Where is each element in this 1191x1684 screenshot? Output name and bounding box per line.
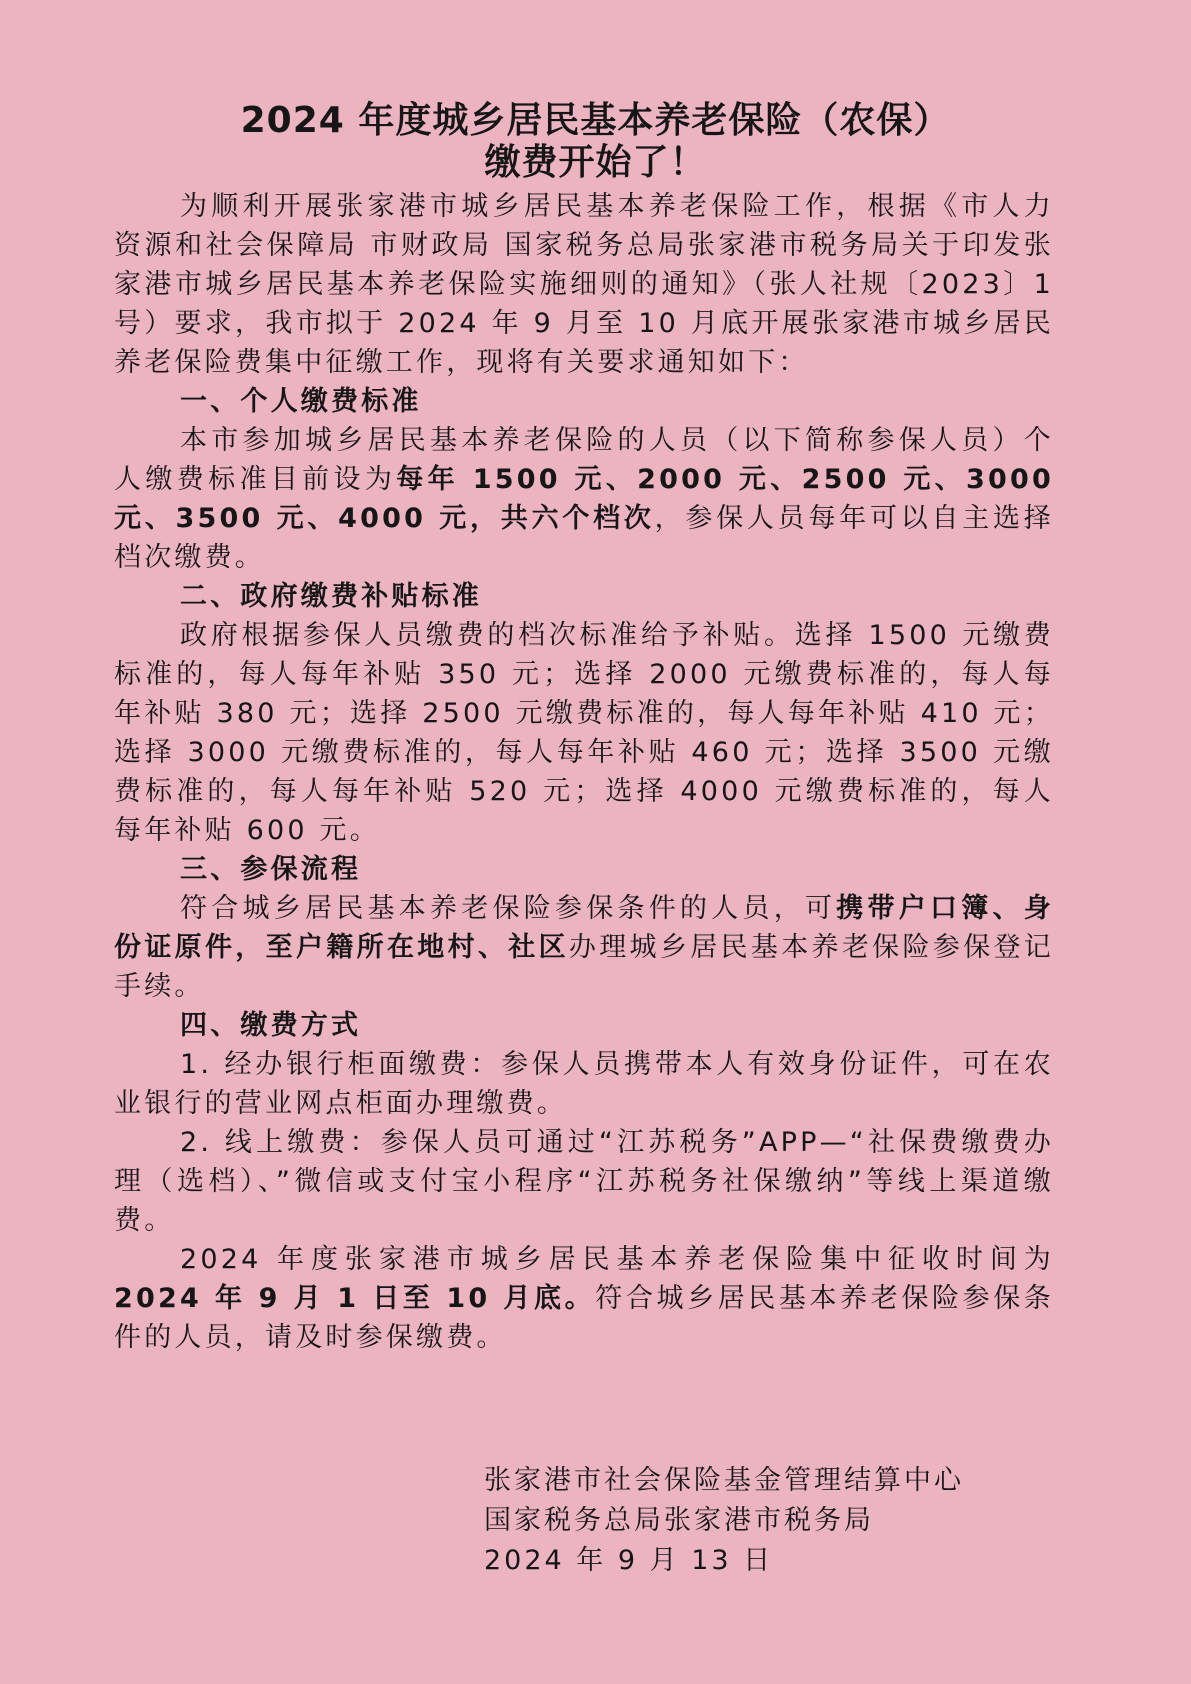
closing-text-bold: 2024 年 9 月 1 日至 10 月底。 <box>114 1283 596 1314</box>
section-3-text-a: 符合城乡居民基本养老保险参保条件的人员，可 <box>180 893 837 924</box>
section-heading-2: 二、政府缴费补贴标准 <box>180 581 482 612</box>
notice-title-line1: 2024 年度城乡居民基本养老保险（农保） <box>240 100 951 141</box>
notice-body <box>114 187 1054 1357</box>
signature-org-1: 张家港市社会保险基金管理结算中心 <box>484 1465 964 1496</box>
section-heading-4: 四、缴费方式 <box>180 1010 362 1041</box>
section-3-text-bold: 携带户口簿、身份证原件，至户籍所在地村、社区 <box>114 893 1054 963</box>
section-3-text-b: 办理城乡居民基本养老保险参保登记手续。 <box>114 932 1055 1002</box>
section-1-text-a: 本市参加城乡居民基本养老保险的人员（以下简称参保人员）个人缴费标准目前设为 <box>114 425 1054 495</box>
payment-method-item-2: 2. 线上缴费：参保人员可通过“江苏税务”APP—“社保费缴费办理（选档）、”微信或支付宝小程序“江苏税务社保缴纳”等线上渠道缴费。 <box>114 1127 1054 1236</box>
section-1-text-bold: 每年 1500 元、2000 元、2500 元、3000 元、3500 元、4000 元，共六个档次 <box>114 464 1054 534</box>
section-paragraph-3 <box>114 889 1054 1006</box>
section-paragraph-2: 政府根据参保人员缴费的档次标准给予补贴。选择 1500 元缴费标准的，每人每年补贴 350 元；选择 2000 元缴费标准的，每人每年补贴 380 元；选择 2500 元缴费标准的，每人每年补贴 410 元；选择 3000 元缴费标准的，每人每年补贴 460 元；选择 3500 元缴费标准的，每人每年补贴 520 元；选择 4000 元缴费标准的，每人每年补贴 600 元。 <box>114 620 1054 846</box>
section-1-text-b: ，参保人员每年可以自主选择档次缴费。 <box>114 503 1054 573</box>
closing-text-b: 符合城乡居民基本养老保险参保条件的人员，请及时参保缴费。 <box>114 1283 1054 1353</box>
signature-date: 2024 年 9 月 13 日 <box>484 1545 774 1576</box>
section-paragraph-1 <box>114 421 1054 577</box>
closing-paragraph <box>114 1240 1054 1357</box>
closing-text-a: 2024 年度张家港市城乡居民基本养老保险集中征收时间为 <box>180 1244 1054 1275</box>
section-heading-1: 一、个人缴费标准 <box>180 386 422 417</box>
payment-method-item-1: 1. 经办银行柜面缴费：参保人员携带本人有效身份证件，可在农业银行的营业网点柜面办理缴费。 <box>114 1049 1054 1119</box>
intro-paragraph: 为顺利开展张家港市城乡居民基本养老保险工作，根据《市人力资源和社会保障局 市财政局 国家税务总局张家港市税务局关于印发张家港市城乡居民基本养老保险实施细则的通知》（张人社规〔2023〕1 号）要求，我市拟于 2024 年 9 月至 10 月底开展张家港市城乡居民养老保险费集中征缴工作，现将有关要求通知如下： <box>114 191 1054 378</box>
signature-org-2: 国家税务总局张家港市税务局 <box>484 1505 874 1536</box>
signature-block <box>484 1461 964 1581</box>
section-heading-3: 三、参保流程 <box>180 854 362 885</box>
notice-title-line2: 缴费开始了！ <box>484 142 707 183</box>
